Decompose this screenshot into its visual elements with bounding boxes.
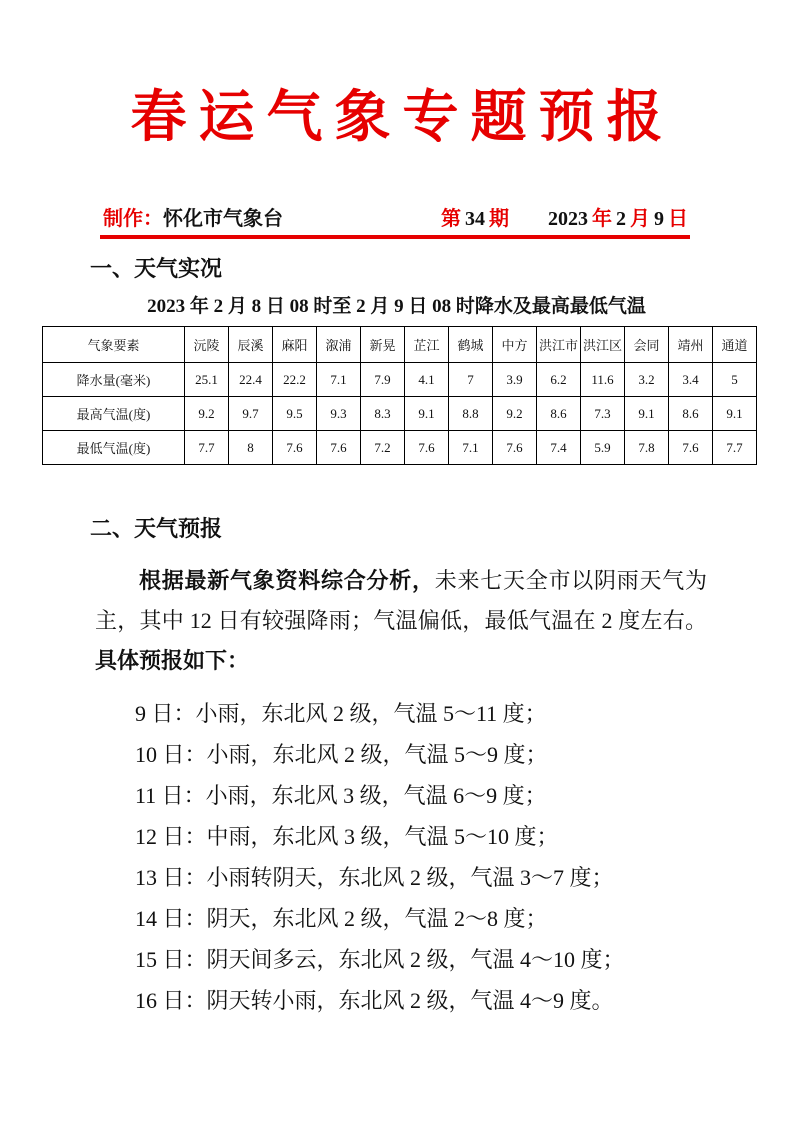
column-header: 新晃 bbox=[361, 327, 405, 363]
paragraph-bold-lead: 根据最新气象资料综合分析， bbox=[139, 568, 435, 593]
row-label: 最低气温(度) bbox=[43, 431, 185, 465]
date-day: 9 bbox=[654, 208, 664, 230]
table-cell: 8.6 bbox=[669, 397, 713, 431]
table-cell: 7.2 bbox=[361, 431, 405, 465]
forecast-item: 15 日：阴天间多云，东北风 2 级，气温 4～10 度； bbox=[135, 947, 625, 972]
table-cell: 4.1 bbox=[405, 363, 449, 397]
table-cell: 5.9 bbox=[581, 431, 625, 465]
producer-label: 制作： bbox=[103, 208, 163, 230]
table-cell: 3.2 bbox=[625, 363, 669, 397]
table-cell: 8.3 bbox=[361, 397, 405, 431]
table-cell: 7.6 bbox=[493, 431, 537, 465]
table-cell: 7.7 bbox=[713, 431, 757, 465]
issue-number: 34 bbox=[465, 208, 485, 230]
date-month-unit: 月 bbox=[630, 208, 650, 230]
section-heading-weather-actual: 一、天气实况 bbox=[90, 256, 223, 281]
table-cell: 7.8 bbox=[625, 431, 669, 465]
issue-suffix: 期 bbox=[489, 208, 509, 230]
table-cell: 7.1 bbox=[449, 431, 493, 465]
table-row bbox=[43, 363, 757, 397]
forecast-list bbox=[135, 693, 793, 1021]
header-divider bbox=[100, 235, 690, 239]
issue-prefix: 第 bbox=[441, 208, 461, 230]
date-month: 2 bbox=[616, 208, 626, 230]
column-header: 溆浦 bbox=[317, 327, 361, 363]
table-cell: 8.6 bbox=[537, 397, 581, 431]
column-header: 会同 bbox=[625, 327, 669, 363]
column-header: 洪江市 bbox=[537, 327, 581, 363]
forecast-item: 12 日：中雨，东北风 3 级，气温 5～10 度； bbox=[135, 824, 559, 849]
forecast-summary-paragraph bbox=[95, 561, 707, 681]
table-cell: 7.3 bbox=[581, 397, 625, 431]
table-cell: 9.5 bbox=[273, 397, 317, 431]
table-cell: 9.3 bbox=[317, 397, 361, 431]
table-cell: 7.6 bbox=[317, 431, 361, 465]
column-header: 芷江 bbox=[405, 327, 449, 363]
table-cell: 7.6 bbox=[669, 431, 713, 465]
column-header: 通道 bbox=[713, 327, 757, 363]
table-cell: 6.2 bbox=[537, 363, 581, 397]
table-row bbox=[43, 397, 757, 431]
column-header: 气象要素 bbox=[43, 327, 185, 363]
row-label: 降水量(毫米) bbox=[43, 363, 185, 397]
column-header: 麻阳 bbox=[273, 327, 317, 363]
date-line bbox=[546, 202, 690, 231]
table-cell: 8.8 bbox=[449, 397, 493, 431]
column-header: 中方 bbox=[493, 327, 537, 363]
table-cell: 7.6 bbox=[405, 431, 449, 465]
table-cell: 9.2 bbox=[185, 397, 229, 431]
table-cell: 11.6 bbox=[581, 363, 625, 397]
forecast-item: 9 日：小雨，东北风 2 级，气温 5～11 度； bbox=[135, 701, 547, 726]
date-day-unit: 日 bbox=[668, 208, 688, 230]
paragraph-bold-tail: 具体预报如下： bbox=[95, 648, 250, 673]
table-cell: 8 bbox=[229, 431, 273, 465]
weather-table-title: 2023 年 2 月 8 日 08 时至 2 月 9 日 08 时降水及最高最低气温 bbox=[147, 296, 646, 317]
table-cell: 7.4 bbox=[537, 431, 581, 465]
weather-table-body bbox=[43, 363, 757, 465]
table-cell: 5 bbox=[713, 363, 757, 397]
weather-table bbox=[42, 326, 757, 465]
weather-table-header-row bbox=[43, 327, 757, 363]
section-heading-weather-forecast: 二、天气预报 bbox=[90, 516, 223, 541]
table-cell: 3.9 bbox=[493, 363, 537, 397]
table-cell: 7.6 bbox=[273, 431, 317, 465]
table-cell: 7.1 bbox=[317, 363, 361, 397]
forecast-item: 14 日：阴天，东北风 2 级，气温 2～8 度； bbox=[135, 906, 548, 931]
table-cell: 9.2 bbox=[493, 397, 537, 431]
table-cell: 7.9 bbox=[361, 363, 405, 397]
date-year: 2023 bbox=[548, 208, 588, 230]
issue-line bbox=[439, 202, 511, 231]
table-cell: 25.1 bbox=[185, 363, 229, 397]
document-title: 春运气象专题预报 bbox=[130, 84, 675, 150]
meta-row bbox=[103, 202, 690, 229]
date-year-unit: 年 bbox=[592, 208, 612, 230]
paragraph-body: 未来七天全市以阴雨天气为主，其中 12 日有较强降雨；气温偏低，最低气温在 2 度左右。 bbox=[95, 568, 707, 633]
producer-line bbox=[103, 202, 283, 231]
column-header: 洪江区 bbox=[581, 327, 625, 363]
producer-value: 怀化市气象台 bbox=[163, 208, 283, 230]
table-cell: 22.4 bbox=[229, 363, 273, 397]
table-cell: 3.4 bbox=[669, 363, 713, 397]
weather-table-head bbox=[43, 327, 757, 363]
table-cell: 9.1 bbox=[625, 397, 669, 431]
column-header: 靖州 bbox=[669, 327, 713, 363]
column-header: 沅陵 bbox=[185, 327, 229, 363]
column-header: 辰溪 bbox=[229, 327, 273, 363]
table-cell: 7.7 bbox=[185, 431, 229, 465]
forecast-item: 11 日：小雨，东北风 3 级，气温 6～9 度； bbox=[135, 783, 547, 808]
row-label: 最高气温(度) bbox=[43, 397, 185, 431]
table-cell: 7 bbox=[449, 363, 493, 397]
forecast-item: 13 日：小雨转阴天，东北风 2 级，气温 3～7 度； bbox=[135, 865, 614, 890]
table-row bbox=[43, 431, 757, 465]
table-cell: 9.1 bbox=[713, 397, 757, 431]
table-cell: 22.2 bbox=[273, 363, 317, 397]
column-header: 鹤城 bbox=[449, 327, 493, 363]
table-cell: 9.1 bbox=[405, 397, 449, 431]
table-cell: 9.7 bbox=[229, 397, 273, 431]
forecast-item: 16 日：阴天转小雨，东北风 2 级，气温 4～9 度。 bbox=[135, 988, 614, 1013]
forecast-item: 10 日：小雨，东北风 2 级，气温 5～9 度； bbox=[135, 742, 548, 767]
